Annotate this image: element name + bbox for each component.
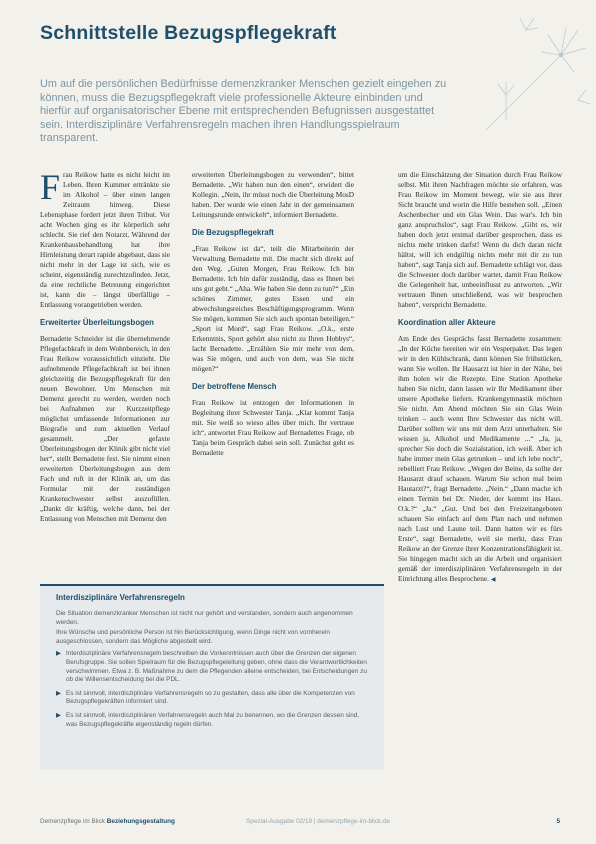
list-item xyxy=(56,712,372,729)
footer-left xyxy=(40,818,175,825)
info-box-text xyxy=(56,610,372,734)
subheading-betroffener-mensch: Der betroffene Mensch xyxy=(192,382,277,391)
paragraph: „Frau Reikow ist da“, teilt die Mitarbeiterin der Verwaltung Bernadette mit. Die macht sich direkt auf den Weg. „Guten Morgen, Frau Reikow. Ich bin Bernadette. Ich bin dafür zuständig, dass es Ihnen bei uns gut geht.“ „Aha. Wie haben Sie denn zu tun?“ „Ein schönes Zimmer, gutes Essen und ein abwechslungsreiches Beschäftigungsprogramm. Wenn Sie mögen, kommen Sie sich auch spontan beteiligen.“ „Sport ist Mord“, sagt Frau Reikow. „O.k., erste Erkenntnis, Sport gehört also nicht zu Ihren Hobbys“, lacht Bernadette. „Erzählen Sie mir mehr von dem, was Sie mögen, und auch von dem, was Sie nicht mögen?“ xyxy=(192,244,354,373)
subheading-bezugspflegekraft: Die Bezugspflegekraft xyxy=(192,228,274,237)
page-footer xyxy=(40,818,560,830)
magazine-name: Demenzpflege im Blick xyxy=(40,818,105,825)
subheading-ueberleitungsbogen: Erweiterter Überleitungsbogen xyxy=(40,318,154,327)
paragraph: Frau Reikow ist entzogen der Informationen in Begleitung ihrer Schwester Tanja. „Klar kommt Tanja mit. Sie weiß so wieso alles über mich. Ihr vertraue ich“, antwortet Frau Reikow auf Bernadettes Frage, ob Tanja beim Gespräch dabei sein soll. Zunächst geht es Bernadette xyxy=(192,398,354,457)
list-item xyxy=(56,650,372,684)
article-title: Schnittstelle Bezugspflegekraft xyxy=(40,22,337,44)
end-mark-icon: ◀ xyxy=(490,577,496,583)
paragraph xyxy=(398,334,562,585)
text-column-2 xyxy=(192,170,354,580)
list-item-text: Interdisziplinäre Verfahrensregeln beschreiben die Vorkenntnissen auch über die Grenzen der eigenen Berufsgruppe. Sie sollen Spielraum für die Bezugspflegeleitung geben, ohne dass die Verantwortlichkeiten verschwimmen. Etwa z. B. Maßnahme zu dem die Pflegenden alleine entscheiden, bei Entscheidungen zu ob die Willensentscheidung bei die PDL. xyxy=(66,650,367,684)
info-box-list xyxy=(56,650,372,729)
paragraph: Bernadette Schneider ist die übernehmende Pflegefachkraft in dem Wohnbereich, in den Frau Reikow voraussichtlich einzieht. Die aufnehmende Pflegefachkraft ist bei ihnen gleichzeitig die Bezugspflegekraft für den neuen Bewohner. Um Menschen mit Demenz gerecht zu werden, werden noch bei Aufnahmen zur Kurzzeitpflege möglichst umfassende Informationen zur Biografie und zum aktuellen Verlauf gesammelt. „Der gefaxte Überleitungsbogen der Klinik gibt nicht viel her“, stellt Bernadette fest. Sie nimmt einen erweiterten Überleitungsbogen aus dem Fach und ruft in der Klinik an, um das Formular mit der zuständigen Krankenschwester selbst auszufüllen. „Dankt dir kräftig, welche dann, bei der Entlassung von Menschen mit Demenz den xyxy=(40,334,170,523)
info-box-paragraph: Ihre Wünsche und persönliche Person ist hin Berücksichtigung, wenn Dinge nicht von vornherein ausgeschlossen, sondern das Mögliche abgestellt wird. xyxy=(56,629,330,645)
text-column-1 xyxy=(40,170,170,580)
arrow-icon: ▶ xyxy=(56,689,61,697)
paragraph xyxy=(40,170,170,310)
list-item xyxy=(56,690,372,707)
page-number: 5 xyxy=(556,818,560,825)
issue-info: Spezial-Ausgabe 02/18 | demenzpflege-im-blick.de xyxy=(246,818,391,825)
arrow-icon: ▶ xyxy=(56,650,61,658)
section-name: Beziehungsgestaltung xyxy=(106,818,175,825)
list-item-text: Es ist sinnvoll, interdisziplinären Verfahrensregeln auch Mal zu benennen, wo die Grenzen dessen sind, was Bezugspflegekräfte eigenständig regeln dürfen. xyxy=(66,711,360,728)
info-box xyxy=(40,584,384,770)
subheading-koordination: Koordination aller Akteure xyxy=(398,318,496,327)
dandelion-illustration xyxy=(466,0,596,130)
text-column-3 xyxy=(398,170,562,812)
paragraph: erweiterten Überleitungsbogen zu verwenden“, bittet Bernadette. „Wir haben nun den einen“, erwidert die Kollegin. „Nein, ihr müsst noch die Überleitung MosD haben. Der wurde wie einen Jahr in der gemeinsamen Leitungsrunde entwickelt“, informiert Bernadette. xyxy=(192,170,354,219)
arrow-icon: ▶ xyxy=(56,711,61,719)
paragraph-text: rau Reikow hatte es nicht leicht im Leben. Ihren Kummer ertränkte sie im Alkohol – über einen langen Zeitraum hinweg. Diese Lebensphase fordert jetzt ihren Tribut. Vor acht Wochen ging es ihr körperlich sehr schlecht. Sie rief den Notarzt. Während der Krankenhausbehandlung hat ihre Hirnleistung derart rapide abgebaut, dass sie nicht mehr in der Lage ist sich, wie es scheint, eigenständig zurechtzufinden. Jetzt, da eine rechtliche Betreuung eingerichtet ist, kann die – längst überfällige – Entlassung vorangetrieben werden. xyxy=(40,170,170,309)
list-item-text: Es ist sinnvoll, interdisziplinäre Verfahrensregeln so zu gestalten, dass alle über die Kompetenzen von Bezugspflegekräften informiert sind. xyxy=(66,689,355,706)
info-box-paragraph: Die Situation demenzkranker Menschen ist nicht nur gehört und verstanden, sondern auch angenommen werden. xyxy=(56,610,353,626)
article-intro: Um auf die persönlichen Bedürfnisse demenzkranker Menschen gezielt eingehen zu können, muss die Bezugspflegekraft viele professionelle Akteure einbinden und hierfür auf organisatorischer Ebene mit entsprechenden Befugnissen ausgestattet sein. Interdisziplinäre Verfahrensregeln machen ihren Handlungsspielraum transparent. xyxy=(40,78,447,145)
info-box-title: Interdisziplinäre Verfahrensregeln xyxy=(56,593,185,602)
drop-cap: F xyxy=(40,170,61,207)
paragraph: um die Einschätzung der Situation durch Frau Reikow selbst. Mit ihren Nachfragen möchte sie erfahren, was Frau Reikow im Moment bewegt, wie sie aus ihrer Sicht braucht und worin die Hilfe bestehen soll. „Einen Aschenbecher und ein Glas Wein. Das war's. Ich bin ganz anspruchslos“, sagt Frau Reikow. „Gibt es, wir haben doch jetzt erstmal darüber gesprochen, dass es nichts mehr trinken darfst! Wenn du dich daran nicht hältst, will ich endgültig nichts mehr mit dir zu tun haben“, sagt Tanja sich auf. Bernadette schlägt vor, dass die Schwester doch darüber wartet, damit Frau Reikow die Gelegenheit hat, unbeeinflusst zu antworten. „Wir vertrauen Ihnen unschließend, was wir besprochen haben“, verspricht Bernadette. xyxy=(398,170,562,309)
paragraph-text: Am Ende des Gesprächs fasst Bernadette zusammen: „In der Küche bereiten wir ein Vesperpaket. Das legen wir in den Kühlschrank, dann können Sie frühstücken, wann Sie wollen. Ihr Hausarzt ist hier in der Nähe, bei ihm holen wir die Rezepte. Eine Station Apotheke haben Sie nicht, dann lassen wir Ihr Medikament über unsere Apotheke liefern. Krankengymnastik möchten Sie nicht. Am Abend möchten Sie ein Glas Wein trinken – auch wenn Ihre Schwester das nicht will. Darüber sollten wir uns mit dem Arzt unterhalten. Sie wissen ja, Alkohol und Medikamente ...“ „Ja, ja, sprecher Sie doch die Sozialstation, ich weiß. Aber ich habe immer mein Glas getrunken – und ich lebe noch“, rebelliert Frau Reikow. „Wegen der Beine, da sollte der Hausarzt drauf schauen. Warum Sie schon mal beim Hautarzt?“, fragt Bernadette. „Nein.“ „Dann mache ich einen Termin bei Dr. Nieder, der kommt ins Haus. O.k.?“ „Ja.“ „Gut. Und bei den Freizeitangeboten schauen Sie einfach auf dem Plan nach und nehmen nach Lust und Laune teil. Dann hatten wir es fürs Erste“, sagt Bernadette, weil sie merkt, dass Frau Reikow an der Grenze ihrer Konzentrationsfähigkeit ist. Sie hingegen macht sich an die Arbeit und organisiert gemäß der interdisziplinären Verfahrensregeln in der Einrichtung alles Besprochene. xyxy=(398,334,562,583)
